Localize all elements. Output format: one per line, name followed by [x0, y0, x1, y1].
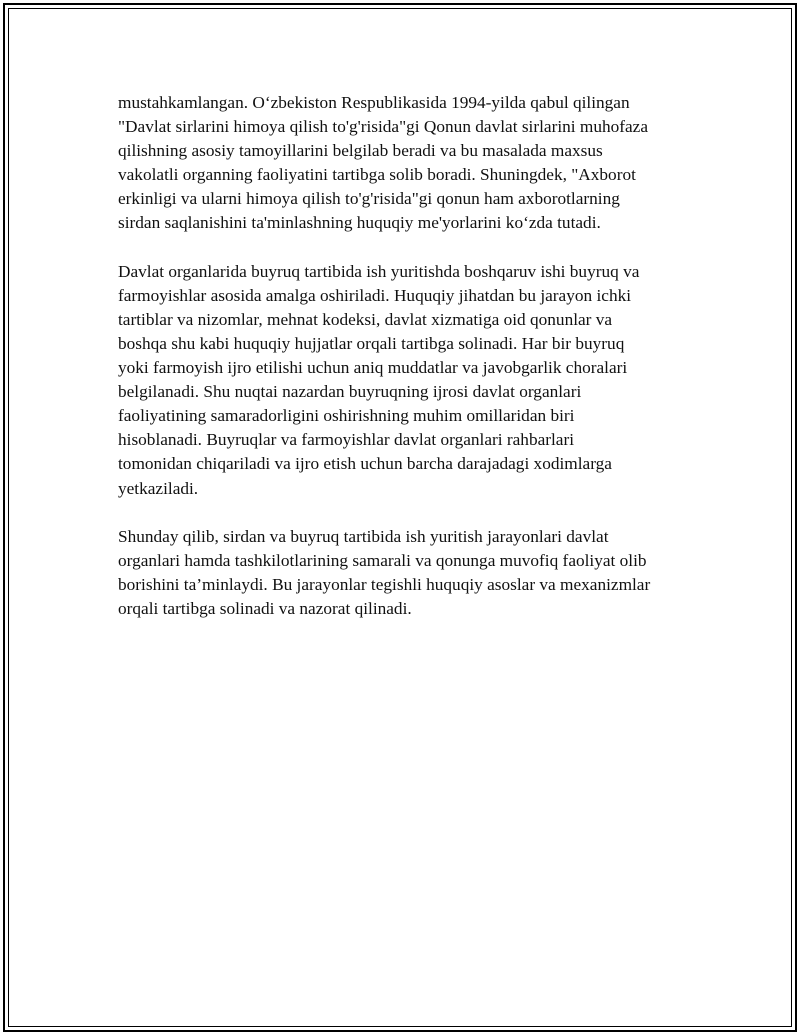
document-body: [118, 91, 698, 645]
paragraph-2: [118, 260, 698, 501]
text-line: yetkaziladi.: [118, 478, 199, 498]
text-line: tomonidan chiqariladi va ijro etish uchun barcha darajadagi xodimlarga: [118, 454, 612, 474]
text-line: Shunday qilib, sirdan va buyruq tartibida ish yuritish jarayonlari davlat: [118, 526, 609, 546]
text-line: "Davlat sirlarini himoya qilish to'g'risida"gi Qonun davlat sirlarini muhofaza: [118, 117, 649, 137]
text-line: organlari hamda tashkilotlarining samarali va qonunga muvofiq faoliyat olib: [118, 550, 647, 570]
paragraph-3: [118, 525, 698, 621]
text-line: farmoyishlar asosida amalga oshiriladi. Huquqiy jihatdan bu jarayon ichki: [118, 285, 632, 305]
text-line: tartiblar va nizomlar, mehnat kodeksi, davlat xizmatiga oid qonunlar va: [118, 309, 613, 329]
text-line: sirdan saqlanishini ta'minlashning huquqiy me'yorlarini ko‘zda tutadi.: [118, 213, 601, 233]
text-line: faoliyatining samaradorligini oshirishning muhim omillaridan biri: [118, 406, 575, 426]
text-line: vakolatli organning faoliyatini tartibga solib boradi. Shuningdek, "Axborot: [118, 165, 636, 185]
text-line: Davlat organlarida buyruq tartibida ish yuritishda boshqaruv ishi buyruq va: [118, 261, 640, 281]
paragraph-1: [118, 91, 698, 236]
text-line: orqali tartibga solinadi va nazorat qilinadi.: [118, 598, 412, 618]
text-line: yoki farmoyish ijro etilishi uchun aniq muddatlar va javobgarlik choralari: [118, 358, 628, 378]
text-line: mustahkamlangan. O‘zbekiston Respublikasida 1994-yilda qabul qilingan: [118, 93, 630, 112]
text-line: belgilanadi. Shu nuqtai nazardan buyruqning ijrosi davlat organlari: [118, 382, 582, 402]
text-line: hisoblanadi. Buyruqlar va farmoyishlar davlat organlari rahbarlari: [118, 430, 575, 450]
text-line: borishini ta’minlaydi. Bu jarayonlar tegishli huquqiy asoslar va mexanizmlar: [118, 574, 651, 594]
text-line: erkinligi va ularni himoya qilish to'g'risida"gi qonun ham axborotlarning: [118, 189, 620, 209]
text-line: boshqa shu kabi huquqiy hujjatlar orqali tartibga solinadi. Har bir buyruq: [118, 333, 625, 353]
text-line: qilishning asosiy tamoyillarini belgilab beradi va bu masalada maxsus: [118, 141, 603, 161]
